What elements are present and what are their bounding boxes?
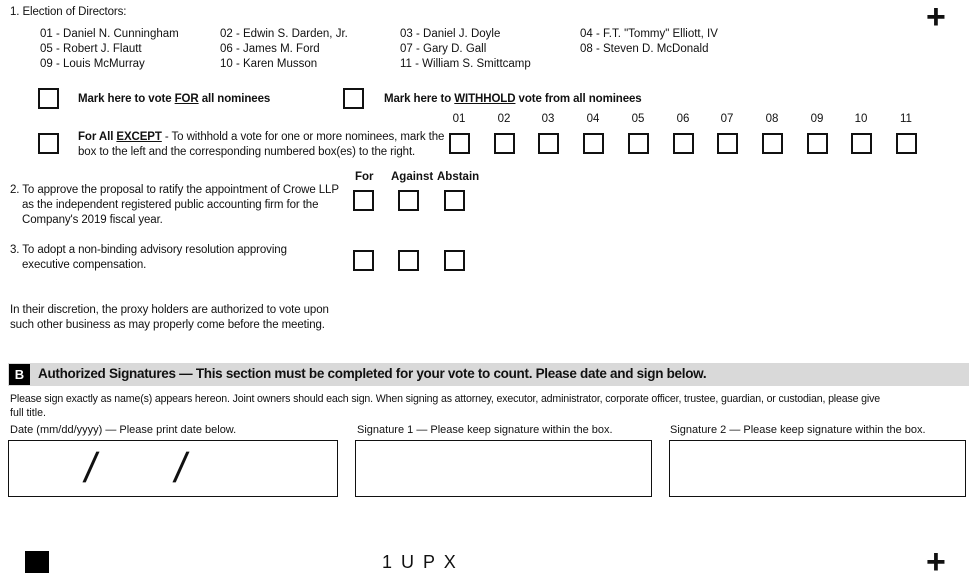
form-code: 1 U P X (382, 552, 458, 572)
nominee-checkbox-10[interactable] (851, 133, 872, 154)
registration-mark-top: + (926, 0, 946, 36)
nominee-number-label: 10 (854, 113, 868, 125)
discretion-line2: such other business as may properly come before the meeting. (10, 319, 325, 331)
proposal3-line1: 3. To adopt a non-binding advisory resolution approving (10, 244, 287, 256)
nominee: 03 - Daniel J. Doyle (400, 28, 501, 40)
nominee-number-label: 05 (631, 113, 645, 125)
nominee: 08 - Steven D. McDonald (580, 43, 709, 55)
vote-for-all-label: Mark here to vote FOR all nominees (78, 93, 271, 105)
withhold-all-checkbox[interactable] (343, 88, 364, 109)
proposal3-line2: executive compensation. (22, 259, 147, 271)
nominee: 02 - Edwin S. Darden, Jr. (220, 28, 348, 40)
election-title: 1. Election of Directors: (10, 6, 127, 18)
nominee-checkbox-01[interactable] (449, 133, 470, 154)
nominee-number-label: 11 (900, 113, 912, 125)
nominee: 11 - William S. Smittcamp (400, 58, 531, 70)
nominee: 10 - Karen Musson (220, 58, 318, 70)
nominee: 01 - Daniel N. Cunningham (40, 28, 179, 40)
signature2-field[interactable] (669, 440, 966, 497)
date-slash: / (80, 444, 101, 491)
for-all-except-checkbox[interactable] (38, 133, 59, 154)
nominee: 04 - F.T. "Tommy" Elliott, IV (580, 28, 718, 40)
nominee-number-label: 01 (452, 113, 466, 125)
proposal2-against-checkbox[interactable] (398, 190, 419, 211)
nominee-checkbox-07[interactable] (717, 133, 738, 154)
for-all-except-line1: For All EXCEPT - To withhold a vote for one or more nominees, mark the (78, 131, 445, 143)
proposal3-abstain-checkbox[interactable] (444, 250, 465, 271)
nominee-number-label: 07 (720, 113, 734, 125)
nominee-number-label: 02 (497, 113, 511, 125)
against-header: Against (391, 171, 434, 183)
proposal2-line1: 2. To approve the proposal to ratify the appointment of Crowe LLP (10, 184, 339, 196)
signature1-field[interactable] (355, 440, 652, 497)
withhold-all-label: Mark here to WITHHOLD vote from all nominees (384, 93, 642, 105)
nominee-number-label: 06 (676, 113, 690, 125)
proposal2-for-checkbox[interactable] (353, 190, 374, 211)
nominee-checkbox-08[interactable] (762, 133, 783, 154)
nominee-checkbox-02[interactable] (494, 133, 515, 154)
proposal2-line3: Company's 2019 fiscal year. (22, 214, 163, 226)
signature-instructions-line2: full title. (10, 407, 46, 419)
registration-mark-bottom: + (926, 543, 946, 581)
signature2-label: Signature 2 — Please keep signature within the box. (670, 424, 926, 436)
signature-instructions-line1: Please sign exactly as name(s) appears hereon. Joint owners should each sign. When signing as attorney, executor, administrator, corporate officer, trustee, guardian, or custodian, please give (10, 393, 881, 405)
date-slash: / (170, 444, 191, 491)
nominee-number-label: 04 (586, 113, 600, 125)
proposal2-line2: as the independent registered public accounting firm for the (22, 199, 319, 211)
signature1-label: Signature 1 — Please keep signature within the box. (357, 424, 613, 436)
nominee: 05 - Robert J. Flautt (40, 43, 142, 55)
nominee-checkbox-03[interactable] (538, 133, 559, 154)
nominee-number-label: 03 (541, 113, 555, 125)
nominee-checkbox-04[interactable] (583, 133, 604, 154)
section-b-letter: B (9, 364, 30, 385)
for-header: For (355, 171, 374, 183)
proposal2-abstain-checkbox[interactable] (444, 190, 465, 211)
nominee: 07 - Gary D. Gall (400, 43, 487, 55)
section-b-title: Authorized Signatures — This section must be completed for your vote to count. Please date and sign below. (38, 366, 707, 381)
abstain-header: Abstain (437, 171, 480, 183)
for-all-except-line2: box to the left and the corresponding numbered box(es) to the right. (78, 146, 416, 158)
nominee-checkbox-05[interactable] (628, 133, 649, 154)
date-label: Date (mm/dd/yyyy) — Please print date below. (10, 424, 237, 436)
proposal3-for-checkbox[interactable] (353, 250, 374, 271)
registration-square (25, 551, 49, 573)
nominee-checkbox-09[interactable] (807, 133, 828, 154)
nominee: 06 - James M. Ford (220, 43, 320, 55)
nominee-checkbox-06[interactable] (673, 133, 694, 154)
nominee-checkbox-11[interactable] (896, 133, 917, 154)
nominee-number-label: 09 (810, 113, 824, 125)
date-field[interactable] (8, 440, 338, 497)
vote-for-all-checkbox[interactable] (38, 88, 59, 109)
proposal3-against-checkbox[interactable] (398, 250, 419, 271)
nominee: 09 - Louis McMurray (40, 58, 145, 70)
discretion-line1: In their discretion, the proxy holders are authorized to vote upon (10, 304, 329, 316)
nominee-number-label: 08 (765, 113, 779, 125)
